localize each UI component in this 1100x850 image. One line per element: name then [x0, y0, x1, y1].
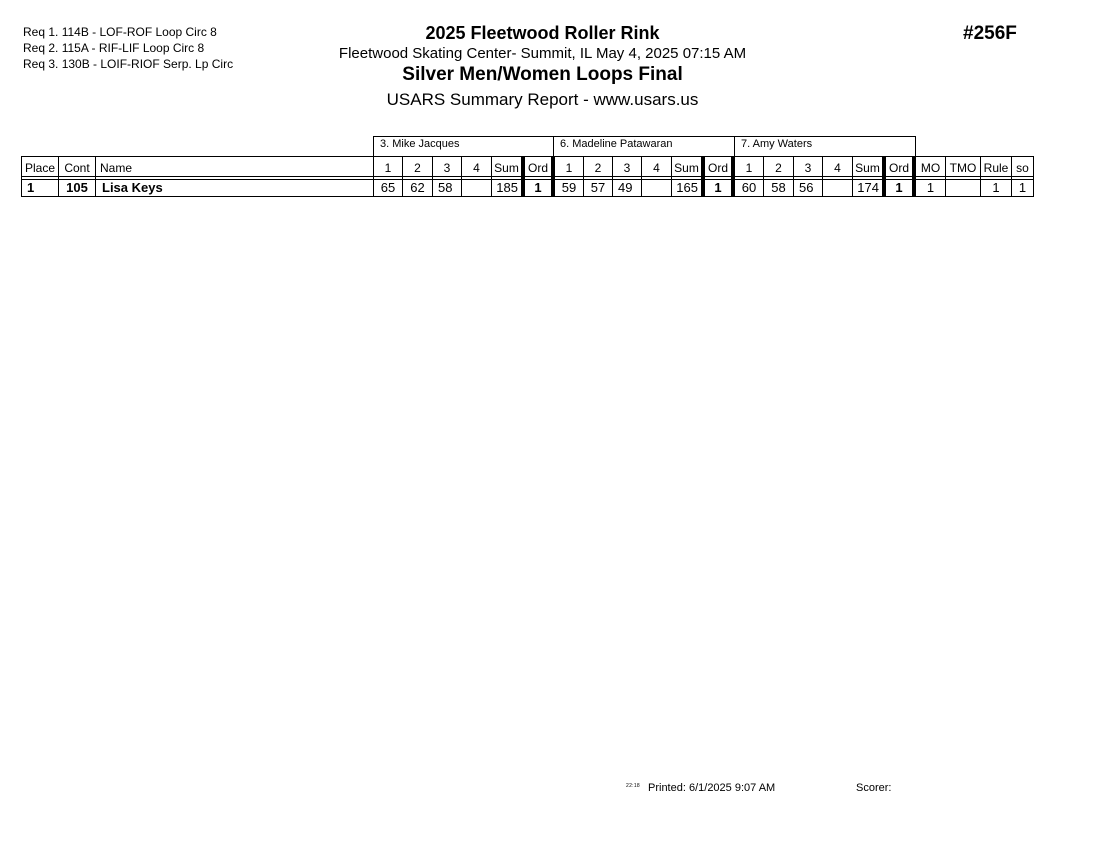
place-cell: 1 [27, 180, 35, 195]
requirement-3: Req 3. 130B - LOIF-RIOF Serp. Lp Circ [23, 57, 234, 71]
col-header-j2-ord: Ord [707, 161, 728, 175]
col-header-place: Place [24, 161, 56, 175]
j2-sum: 165 [676, 180, 698, 195]
col-header-so: so [1016, 161, 1029, 175]
j1-score-2: 62 [410, 180, 425, 195]
col-header-j2-2: 2 [594, 161, 602, 175]
col-header-j2-sum: Sum [674, 161, 699, 175]
j2-score-3: 49 [618, 180, 633, 195]
j3-score-2: 58 [771, 180, 786, 195]
footer-code: 22:18 [626, 783, 641, 789]
so-cell: 1 [1018, 180, 1027, 195]
judge-header-1: 3. Mike Jacques [380, 138, 460, 150]
j3-ord: 1 [895, 180, 903, 195]
printed-timestamp: Printed: 6/1/2025 9:07 AM [648, 782, 776, 794]
col-header-j1-2: 2 [414, 161, 421, 175]
col-header-j2-3: 3 [623, 161, 631, 175]
j1-score-1: 65 [380, 180, 396, 195]
j2-ord: 1 [714, 180, 722, 195]
j3-score-3: 56 [799, 180, 814, 195]
col-header-j1-1: 1 [384, 161, 392, 175]
col-header-j1-ord: Ord [527, 161, 548, 175]
col-header-j2-1: 1 [565, 161, 573, 175]
requirement-1: Req 1. 114B - LOF-ROF Loop Circ 8 [23, 25, 217, 39]
j1-ord: 1 [534, 180, 542, 195]
cont-cell: 105 [66, 180, 88, 195]
col-header-j1-4: 4 [473, 161, 480, 175]
venue-date: Fleetwood Skating Center- Summit, IL May 4, 2025 07:15 AM [338, 45, 747, 62]
competition-title: 2025 Fleetwood Roller Rink [425, 23, 660, 43]
col-header-tmo: TMO [949, 161, 977, 175]
col-header-j3-4: 4 [834, 161, 841, 175]
col-header-j3-2: 2 [775, 161, 782, 175]
col-header-j1-3: 3 [443, 161, 451, 175]
j3-sum: 174 [857, 180, 879, 195]
scorer-label: Scorer: [856, 782, 892, 794]
j2-score-2: 57 [590, 180, 606, 195]
mo-cell: 1 [926, 180, 935, 195]
grid-line [915, 136, 916, 157]
event-number: #256F [963, 23, 1017, 44]
j2-score-1: 59 [561, 180, 577, 195]
rule-cell: 1 [992, 180, 1000, 195]
col-header-j2-4: 4 [653, 161, 660, 175]
col-header-name: Name [100, 161, 133, 175]
requirement-2: Req 2. 115A - RIF-LIF Loop Circ 8 [23, 41, 205, 55]
grid-line [1033, 156, 1034, 197]
col-header-mo: MO [920, 161, 941, 175]
col-header-j1-sum: Sum [494, 161, 519, 175]
skater-name-cell: Lisa Keys [102, 180, 163, 195]
judge-header-2: 6. Madeline Patawaran [560, 138, 673, 150]
col-header-j3-3: 3 [804, 161, 812, 175]
col-header-j3-1: 1 [745, 161, 753, 175]
event-name: Silver Men/Women Loops Final [402, 64, 683, 85]
col-header-j3-sum: Sum [855, 161, 880, 175]
col-header-j3-ord: Ord [888, 161, 909, 175]
j1-score-3: 58 [438, 180, 453, 195]
judge-header-3: 7. Amy Waters [741, 138, 813, 150]
col-header-cont: Cont [64, 161, 90, 175]
col-header-rule: Rule [983, 161, 1009, 175]
report-title: USARS Summary Report - www.usars.us [386, 90, 699, 109]
j1-sum: 185 [496, 180, 518, 195]
j3-score-1: 60 [741, 180, 757, 195]
